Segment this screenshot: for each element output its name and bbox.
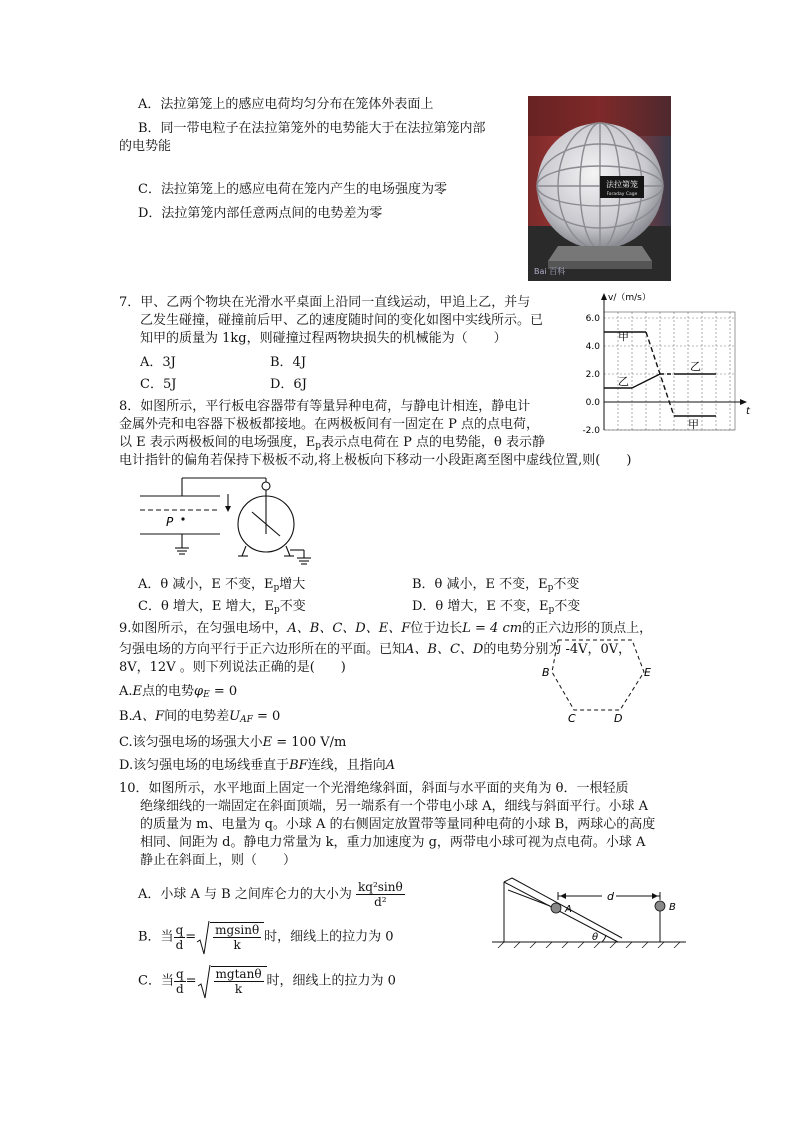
hex-label-b: B [542,666,550,679]
q8-stem-3: 以 E 表示两极板间的电场强度，$E_p$表示点电荷在 P 点的电势能，θ 表示静 [119,435,545,451]
q8-option-c: C．θ 增大，E 增大，$E_p$不变 [138,599,306,615]
q6-option-b: B．同一带电粒子在法拉第笼外的电势能大于在法拉第笼内部 [138,121,486,136]
graph-xlabel: t [746,406,750,417]
faraday-cage-photo [528,96,671,281]
photo-watermark: Bai 百科 [534,267,566,276]
q9-stem-3: 8V，12V 。则下列说法正确的是( ) [119,660,346,675]
hex-label-c: C [568,712,576,725]
q10-stem-4: 相同、间距为 d。静电力常量为 k，重力加速度为 g，两带电小球可视为点电荷。小球 A [140,835,646,850]
hex-label-d: D [614,712,623,725]
q9-option-a: A.E点的电势$\varphi_E = 0$ [119,684,238,700]
q9-stem-2: 匀强电场的方向平行于正六边形所在的平面。已知A、B、C、D的电势分别为 -4V，0V， [119,642,632,657]
q10-stem-5: 静止在斜面上，则（ ） [140,853,297,868]
q6-option-c: C．法拉第笼上的感应电荷在笼内产生的电场强度为零 [138,182,447,197]
fig-label-theta: θ [592,932,599,943]
q9-option-d: D.该匀强电场的电场线垂直于BF连线，且指向A [119,758,396,773]
q7-option-a: A．3J [140,355,176,370]
q9-stem-1: 9.如图所示，在匀强电场中，A、B、C、D、E、F位于边长L = 4 cm的正六边形的顶点上， [119,621,653,636]
q8-stem-4: 电计指针的偏角若保持下极板不动,将上极板向下移动一小段距离至图中虚线位置,则( ) [119,453,632,468]
fig-label-d: d [607,890,614,903]
q8-option-b: B．θ 减小，E 不变，$E_p$不变 [412,577,580,593]
q6-option-a: A．法拉第笼上的感应电荷均匀分布在笼体外表面上 [138,97,434,112]
q7-stem-3: 知甲的质量为 1kg，则碰撞过程两物块损失的机械能为（ ） [140,331,507,346]
q10-option-c: C．当 $\frac{q}{d}$ = $\frac{mgtan\theta}{k}$ 时，细线上的拉力为 0 [138,966,396,996]
q8-option-a: A．θ 减小，E 不变，$E_p$增大 [138,577,306,593]
vt-graph [572,290,762,438]
q6-option-d: D．法拉第笼内部任意两点间的电势差为零 [138,206,383,221]
q6-option-b-cont: 的电势能 [119,139,172,154]
tick-0: 0.0 [585,398,600,408]
label-jia-after: 甲 [688,418,699,431]
tick-neg2: -2.0 [582,426,600,436]
incline-figure [490,872,690,948]
label-yi-after: 乙 [690,360,701,373]
fig-label-a: A [565,904,572,915]
q8-option-d: D．θ 增大，E 不变，$E_p$不变 [412,599,581,615]
graph-ylabel: v/（m/s） [608,293,651,303]
tick-6: 6.0 [585,314,600,324]
q8-stem-2: 金属外壳和电容器下极板都接地。在两极板间有一固定在 P 点的点电荷， [119,417,540,432]
q8-stem-1: 8．如图所示，平行板电容器带有等量异种电荷，与静电计相连，静电计 [119,399,531,414]
tick-4: 4.0 [585,342,600,352]
q10-stem-2: 绝缘细线的一端固定在斜面顶端，另一端系有一个带电小球 A，细线与斜面平行。小球 A [140,799,649,814]
hexagon-figure [538,630,658,726]
hex-label-e: E [644,666,651,679]
q9-option-c: C.该匀强电场的场强大小E = 100 V/m [119,735,347,750]
label-yi-before: 乙 [618,375,629,388]
q7-option-d: D．6J [270,377,307,392]
capacitor-figure [138,474,328,570]
q10-stem-3: 的质量为 m、电量为 q。小球 A 的右侧固定放置带等量同种电荷的小球 B，两球心的高度 [140,817,656,832]
cage-sign-en: Faraday Cage [606,192,638,197]
fig-label-b: B [669,902,676,913]
q10-stem-1: 10．如图所示，水平地面上固定一个光滑绝缘斜面，斜面与水平面的夹角为 θ．一根轻质 [119,781,629,796]
cage-sign: 法拉第笼 [606,180,638,189]
q10-option-b: B．当 $\frac{q}{d}$ = $\frac{mgsin\theta}{k}$ 时，细线上的拉力为 0 [138,922,394,952]
label-jia-before: 甲 [618,330,629,343]
q7-option-c: C．5J [140,377,177,392]
q7-stem-1: 7．甲、乙两个物块在光滑水平桌面上沿同一直线运动，甲追上乙，并与 [119,295,531,310]
q9-option-b: B.A、F间的电势差$U_{AF} = 0$ [119,709,281,725]
q10-option-a: A．小球 A 与 B 之间库仑力的大小为 $\frac{\text{kq²sinθ}}{\text{d²}}$ [138,880,403,909]
tick-2: 2.0 [585,370,600,380]
q7-stem-2: 乙发生碰撞，碰撞前后甲、乙的速度随时间的变化如图中实线所示。已 [140,313,544,328]
point-p-label: P [166,515,174,529]
q7-option-b: B．4J [270,355,307,370]
